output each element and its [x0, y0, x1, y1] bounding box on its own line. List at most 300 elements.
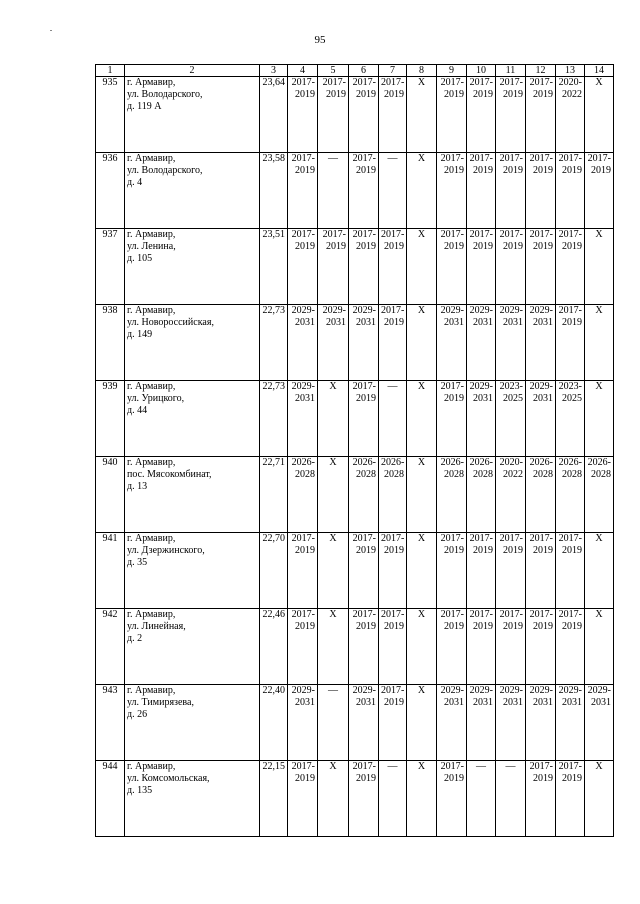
period-cell [437, 77, 467, 153]
period-end: 2019 [444, 165, 464, 176]
period-cell [318, 305, 349, 381]
period-cell [496, 305, 526, 381]
period-cell [467, 609, 496, 685]
period-end: 2019 [295, 165, 315, 176]
not-applicable-cell: X [407, 305, 437, 381]
not-applicable-cell: X [585, 533, 614, 609]
address-line: ул. Линейная, [127, 621, 186, 632]
column-header: 12 [526, 65, 556, 77]
period-start: 2017- [322, 229, 346, 240]
period-start: 2029- [322, 305, 346, 316]
column-header: 14 [585, 65, 614, 77]
period-end: 2019 [295, 545, 315, 556]
period-cell [556, 153, 585, 229]
address-line: г. Армавир, [127, 77, 176, 88]
period-cell [467, 685, 496, 761]
period-cell [288, 153, 318, 229]
period-end: 2019 [356, 393, 376, 404]
period-cell [496, 229, 526, 305]
period-cell [318, 77, 349, 153]
period-end: 2019 [356, 165, 376, 176]
period-end: 2019 [444, 241, 464, 252]
address-cell [125, 609, 260, 685]
period-cell [349, 381, 379, 457]
period-cell [437, 457, 467, 533]
row-number: 938 [96, 305, 125, 381]
period-start: 2017- [381, 685, 405, 696]
period-cell [288, 533, 318, 609]
address-cell [125, 77, 260, 153]
period-start: 2029- [352, 305, 376, 316]
address-line: д. 119 А [127, 101, 162, 112]
not-applicable-cell: X [407, 533, 437, 609]
period-start: 2017- [529, 229, 553, 240]
period-end: 2031 [326, 317, 346, 328]
period-start: 2026- [291, 457, 315, 468]
period-start: 2017- [440, 533, 464, 544]
table-row [96, 305, 614, 381]
period-end: 2031 [562, 697, 582, 708]
address-cell [125, 685, 260, 761]
period-end: 2031 [473, 317, 493, 328]
period-cell [379, 229, 407, 305]
period-start: 2017- [529, 77, 553, 88]
address-line: д. 44 [127, 405, 148, 416]
period-end: 2028 [444, 469, 464, 480]
period-start: 2029- [440, 685, 464, 696]
period-start: 2029- [499, 685, 523, 696]
dash-cell: — [467, 761, 496, 837]
not-applicable-cell: X [407, 381, 437, 457]
period-cell [349, 533, 379, 609]
period-start: 2029- [529, 305, 553, 316]
period-start: 2017- [469, 153, 493, 164]
period-end: 2028 [591, 469, 611, 480]
address-cell [125, 457, 260, 533]
period-end: 2028 [356, 469, 376, 480]
address-cell [125, 381, 260, 457]
period-end: 2019 [356, 545, 376, 556]
address-line: д. 105 [127, 253, 153, 264]
dash-cell: — [318, 685, 349, 761]
period-end: 2019 [384, 621, 404, 632]
period-start: 2017- [352, 533, 376, 544]
period-start: 2029- [529, 685, 553, 696]
period-cell [349, 685, 379, 761]
column-header: 1 [96, 65, 125, 77]
address-line: ул. Тимирязева, [127, 697, 194, 708]
period-cell [526, 761, 556, 837]
period-start: 2029- [291, 305, 315, 316]
period-start: 2017- [291, 77, 315, 88]
period-start: 2017- [499, 153, 523, 164]
period-cell [526, 77, 556, 153]
period-start: 2017- [440, 77, 464, 88]
period-end: 2019 [533, 165, 553, 176]
period-start: 2017- [352, 381, 376, 392]
period-start: 2020- [558, 77, 582, 88]
period-cell [556, 609, 585, 685]
address-line: г. Армавир, [127, 533, 176, 544]
row-number: 944 [96, 761, 125, 837]
period-cell [288, 77, 318, 153]
period-end: 2028 [562, 469, 582, 480]
period-end: 2031 [295, 697, 315, 708]
period-cell [556, 381, 585, 457]
address-line: д. 4 [127, 177, 143, 188]
period-cell [556, 305, 585, 381]
period-end: 2019 [356, 89, 376, 100]
period-cell [379, 77, 407, 153]
period-start: 2017- [440, 153, 464, 164]
period-end: 2031 [503, 697, 523, 708]
period-end: 2019 [503, 89, 523, 100]
period-cell [288, 685, 318, 761]
not-applicable-cell: X [407, 229, 437, 305]
table-row [96, 229, 614, 305]
period-end: 2019 [533, 773, 553, 784]
period-cell [437, 153, 467, 229]
address-line: д. 13 [127, 481, 148, 492]
not-applicable-cell: X [585, 609, 614, 685]
period-end: 2019 [444, 773, 464, 784]
period-cell [379, 305, 407, 381]
period-end: 2019 [295, 621, 315, 632]
period-end: 2019 [384, 697, 404, 708]
page-number: 95 [314, 34, 326, 46]
row-number: 942 [96, 609, 125, 685]
table-row [96, 381, 614, 457]
period-start: 2017- [469, 77, 493, 88]
column-header: 10 [467, 65, 496, 77]
period-end: 2019 [503, 165, 523, 176]
address-cell [125, 761, 260, 837]
period-cell [467, 381, 496, 457]
period-end: 2028 [473, 469, 493, 480]
dash-cell: — [318, 153, 349, 229]
period-end: 2019 [473, 621, 493, 632]
address-line: г. Армавир, [127, 229, 176, 240]
period-end: 2019 [444, 545, 464, 556]
period-end: 2019 [533, 241, 553, 252]
period-end: 2019 [356, 773, 376, 784]
period-end: 2019 [562, 317, 582, 328]
period-cell [467, 457, 496, 533]
period-cell [349, 609, 379, 685]
dash-cell: — [496, 761, 526, 837]
period-start: 2017- [529, 609, 553, 620]
period-cell [288, 761, 318, 837]
period-end: 2025 [503, 393, 523, 404]
period-cell [437, 533, 467, 609]
period-start: 2026- [469, 457, 493, 468]
period-cell [467, 305, 496, 381]
not-applicable-cell: X [585, 761, 614, 837]
period-cell [349, 457, 379, 533]
period-start: 2017- [381, 305, 405, 316]
period-start: 2026- [381, 457, 405, 468]
not-applicable-cell: X [318, 533, 349, 609]
period-start: 2017- [587, 153, 611, 164]
dash-cell: — [379, 761, 407, 837]
period-end: 2019 [356, 621, 376, 632]
column-header: 11 [496, 65, 526, 77]
table-row [96, 533, 614, 609]
area-cell: 23,58 [260, 153, 288, 229]
period-end: 2019 [295, 89, 315, 100]
period-start: 2023- [499, 381, 523, 392]
address-cell [125, 533, 260, 609]
not-applicable-cell: X [318, 609, 349, 685]
period-start: 2029- [440, 305, 464, 316]
period-start: 2017- [440, 381, 464, 392]
area-cell: 22,73 [260, 305, 288, 381]
period-end: 2019 [562, 545, 582, 556]
period-end: 2031 [356, 697, 376, 708]
not-applicable-cell: X [585, 305, 614, 381]
period-cell [318, 229, 349, 305]
period-start: 2017- [558, 229, 582, 240]
period-start: 2017- [558, 761, 582, 772]
period-start: 2017- [558, 533, 582, 544]
period-start: 2026- [352, 457, 376, 468]
period-start: 2017- [499, 609, 523, 620]
period-start: 2029- [469, 381, 493, 392]
column-header: 8 [407, 65, 437, 77]
period-end: 2019 [562, 773, 582, 784]
period-cell [496, 533, 526, 609]
period-end: 2031 [295, 393, 315, 404]
period-start: 2017- [469, 609, 493, 620]
period-cell [467, 153, 496, 229]
period-end: 2019 [503, 621, 523, 632]
period-cell [379, 609, 407, 685]
period-start: 2017- [291, 533, 315, 544]
period-start: 2017- [352, 229, 376, 240]
period-cell [556, 685, 585, 761]
address-line: ул. Новороссийская, [127, 317, 214, 328]
period-end: 2019 [533, 545, 553, 556]
period-end: 2025 [562, 393, 582, 404]
period-end: 2019 [444, 621, 464, 632]
column-header: 6 [349, 65, 379, 77]
period-cell [349, 77, 379, 153]
period-start: 2029- [587, 685, 611, 696]
table-row [96, 685, 614, 761]
period-end: 2031 [473, 697, 493, 708]
address-line: ул. Володарского, [127, 165, 203, 176]
column-header: 2 [125, 65, 260, 77]
dash-cell: — [379, 153, 407, 229]
area-cell: 22,40 [260, 685, 288, 761]
address-line: г. Армавир, [127, 305, 176, 316]
period-start: 2023- [558, 381, 582, 392]
period-cell [526, 685, 556, 761]
address-line: г. Армавир, [127, 381, 176, 392]
header-row [96, 65, 614, 77]
dash-cell: — [379, 381, 407, 457]
period-start: 2029- [529, 381, 553, 392]
period-start: 2017- [291, 153, 315, 164]
period-cell [496, 381, 526, 457]
period-cell [496, 609, 526, 685]
period-end: 2019 [503, 241, 523, 252]
period-cell [556, 761, 585, 837]
not-applicable-cell: X [407, 153, 437, 229]
period-end: 2031 [473, 393, 493, 404]
row-number: 936 [96, 153, 125, 229]
period-cell [526, 229, 556, 305]
period-start: 2029- [469, 685, 493, 696]
column-header: 3 [260, 65, 288, 77]
period-cell [349, 305, 379, 381]
period-start: 2029- [558, 685, 582, 696]
row-number: 940 [96, 457, 125, 533]
period-start: 2017- [352, 609, 376, 620]
period-start: 2017- [381, 229, 405, 240]
period-end: 2019 [384, 241, 404, 252]
period-start: 2026- [558, 457, 582, 468]
period-cell [379, 685, 407, 761]
period-cell [556, 77, 585, 153]
period-start: 2017- [352, 153, 376, 164]
not-applicable-cell: X [585, 77, 614, 153]
period-end: 2019 [326, 89, 346, 100]
period-start: 2017- [381, 77, 405, 88]
period-end: 2031 [533, 317, 553, 328]
period-cell [467, 229, 496, 305]
period-cell [379, 457, 407, 533]
period-cell [496, 685, 526, 761]
period-cell [585, 153, 614, 229]
period-end: 2019 [295, 773, 315, 784]
period-cell [496, 77, 526, 153]
period-start: 2017- [291, 609, 315, 620]
period-cell [288, 609, 318, 685]
period-cell [437, 305, 467, 381]
area-cell: 22,73 [260, 381, 288, 457]
not-applicable-cell: X [407, 609, 437, 685]
area-cell: 22,46 [260, 609, 288, 685]
period-cell [556, 533, 585, 609]
table-row [96, 153, 614, 229]
period-cell [349, 153, 379, 229]
period-start: 2017- [381, 533, 405, 544]
period-end: 2031 [591, 697, 611, 708]
period-start: 2026- [587, 457, 611, 468]
period-start: 2017- [352, 761, 376, 772]
area-cell: 23,51 [260, 229, 288, 305]
period-cell [526, 609, 556, 685]
period-end: 2031 [533, 393, 553, 404]
address-line: г. Армавир, [127, 609, 176, 620]
period-cell [526, 457, 556, 533]
column-header: 4 [288, 65, 318, 77]
period-end: 2019 [384, 545, 404, 556]
period-end: 2031 [295, 317, 315, 328]
address-line: д. 2 [127, 633, 143, 644]
period-start: 2017- [440, 609, 464, 620]
not-applicable-cell: X [585, 381, 614, 457]
address-cell [125, 305, 260, 381]
period-cell [288, 381, 318, 457]
not-applicable-cell: X [407, 77, 437, 153]
not-applicable-cell: X [318, 457, 349, 533]
period-cell [288, 305, 318, 381]
period-cell [556, 229, 585, 305]
period-cell [349, 761, 379, 837]
period-start: 2017- [499, 533, 523, 544]
address-line: пос. Мясокомбинат, [127, 469, 212, 480]
table-row [96, 77, 614, 153]
period-start: 2017- [352, 77, 376, 88]
not-applicable-cell: X [407, 761, 437, 837]
not-applicable-cell: X [318, 761, 349, 837]
address-cell [125, 153, 260, 229]
period-start: 2017- [529, 761, 553, 772]
period-cell [585, 685, 614, 761]
period-end: 2019 [473, 241, 493, 252]
period-start: 2017- [469, 229, 493, 240]
not-applicable-cell: X [318, 381, 349, 457]
not-applicable-cell: X [407, 685, 437, 761]
period-cell [437, 761, 467, 837]
period-end: 2019 [562, 165, 582, 176]
table-row [96, 609, 614, 685]
period-end: 2019 [295, 241, 315, 252]
period-end: 2031 [503, 317, 523, 328]
period-end: 2031 [533, 697, 553, 708]
period-start: 2017- [558, 153, 582, 164]
address-line: д. 26 [127, 709, 148, 720]
period-end: 2022 [562, 89, 582, 100]
period-end: 2022 [503, 469, 523, 480]
period-start: 2017- [322, 77, 346, 88]
period-end: 2019 [473, 545, 493, 556]
period-end: 2019 [356, 241, 376, 252]
address-line: г. Армавир, [127, 685, 176, 696]
not-applicable-cell: X [585, 229, 614, 305]
column-header: 9 [437, 65, 467, 77]
area-cell: 22,70 [260, 533, 288, 609]
period-start: 2029- [499, 305, 523, 316]
period-cell [437, 609, 467, 685]
period-end: 2019 [591, 165, 611, 176]
period-start: 2017- [469, 533, 493, 544]
column-header: 13 [556, 65, 585, 77]
period-end: 2019 [384, 89, 404, 100]
address-line: д. 149 [127, 329, 153, 340]
column-header: 7 [379, 65, 407, 77]
period-cell [526, 153, 556, 229]
period-start: 2029- [469, 305, 493, 316]
period-cell [556, 457, 585, 533]
period-cell [437, 685, 467, 761]
period-cell [288, 457, 318, 533]
row-number: 941 [96, 533, 125, 609]
period-end: 2031 [444, 697, 464, 708]
column-header: 5 [318, 65, 349, 77]
address-line: г. Армавир, [127, 153, 176, 164]
table-body [96, 77, 614, 837]
period-cell [288, 229, 318, 305]
period-start: 2017- [440, 761, 464, 772]
address-line: г. Армавир, [127, 761, 176, 772]
table-row [96, 761, 614, 837]
row-number: 939 [96, 381, 125, 457]
period-start: 2017- [291, 229, 315, 240]
area-cell: 23,64 [260, 77, 288, 153]
